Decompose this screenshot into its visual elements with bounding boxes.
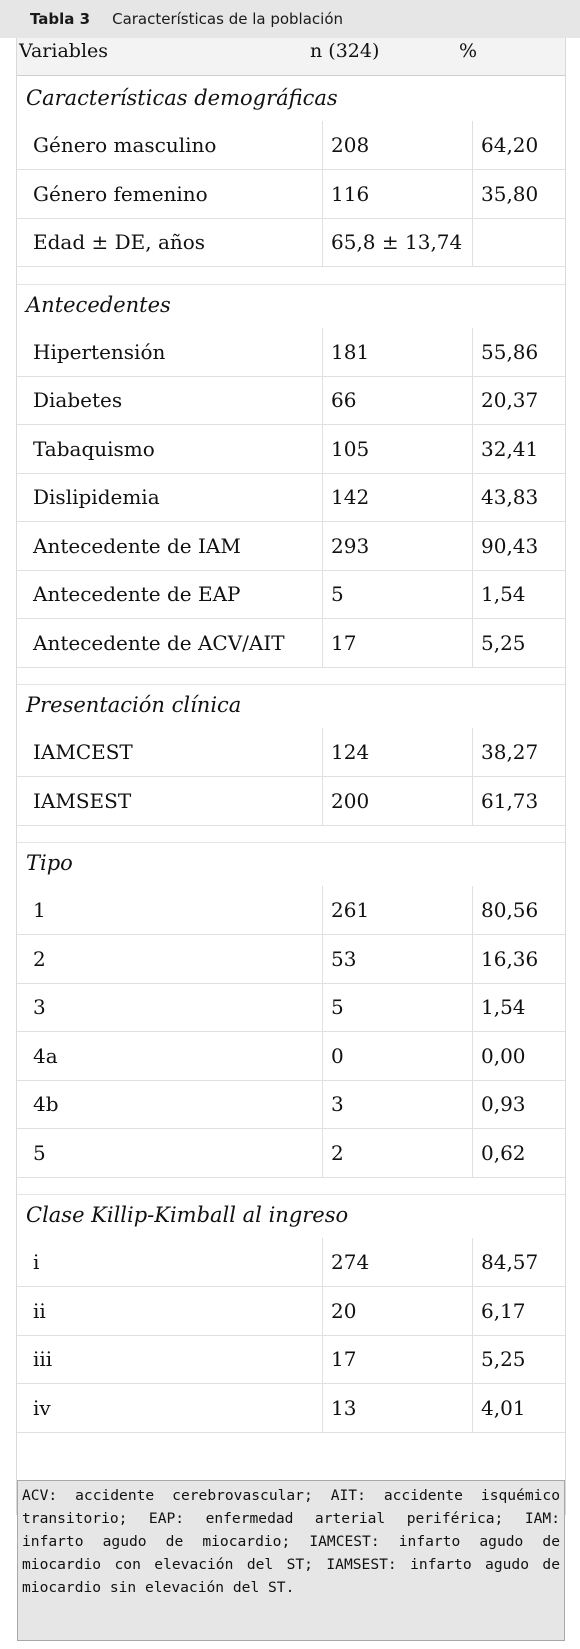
count-cell <box>323 1129 473 1178</box>
percent-cell <box>473 328 565 377</box>
variable-cell <box>17 170 323 219</box>
count-value: 5 <box>331 582 344 606</box>
percent-cell <box>473 1287 565 1336</box>
percent-cell <box>473 218 565 267</box>
table-footnote: ACV: accidente cerebrovascular; AIT: accidente isquémico transitorio; EAP: enfermedad arterial periférica; IAM: infarto agudo de miocardio; IAMCEST: infarto agudo de miocardio con elevación del ST; IAMSEST: infarto agudo de miocardio sin elevación del ST. <box>17 1480 565 1641</box>
variable-cell <box>17 1032 323 1081</box>
variable-cell <box>17 425 323 474</box>
table-row <box>17 170 565 220</box>
count-cell <box>323 728 473 777</box>
percent-cell <box>473 522 565 571</box>
table-caption <box>0 0 580 38</box>
variable-label: ii <box>33 1298 46 1323</box>
variable-label: 4a <box>33 1043 58 1068</box>
count-value: 116 <box>331 181 370 206</box>
variable-cell <box>17 1335 323 1384</box>
variable-label: Género femenino <box>33 181 208 206</box>
variable-label: Tabaquismo <box>33 436 155 461</box>
header-percent: % <box>459 40 478 62</box>
section-divider <box>17 824 565 843</box>
header-variables: Variables <box>19 40 109 62</box>
percent-value: 32,41 <box>481 436 539 461</box>
count-cell <box>323 886 473 935</box>
percent-cell <box>473 121 565 170</box>
table-row <box>17 935 565 985</box>
table-row <box>17 1287 565 1337</box>
count-cell <box>323 1032 473 1081</box>
percent-value: 61,73 <box>481 788 539 813</box>
section-header <box>17 78 565 118</box>
percent-cell <box>473 473 565 522</box>
variable-cell <box>17 886 323 935</box>
count-cell <box>323 376 473 425</box>
table-row <box>17 983 565 1033</box>
variable-cell <box>17 570 323 619</box>
variable-label: Antecedente de ACV/AIT <box>33 630 285 655</box>
variable-label: Antecedente de IAM <box>33 533 241 558</box>
table-row <box>17 728 565 778</box>
table-row <box>17 1335 565 1385</box>
count-value: 293 <box>331 533 370 558</box>
section-title: Antecedentes <box>26 292 171 317</box>
table-row <box>17 1080 565 1130</box>
variable-label: Hipertensión <box>33 339 166 364</box>
percent-cell <box>473 425 565 474</box>
percent-value: 5,25 <box>481 630 526 655</box>
variable-label: 3 <box>33 995 46 1019</box>
count-value: 142 <box>331 485 370 509</box>
percent-value: 1,54 <box>481 995 526 1019</box>
variable-cell <box>17 983 323 1032</box>
count-cell <box>323 218 473 267</box>
variable-label: 1 <box>33 898 46 922</box>
variable-label: Diabetes <box>33 388 123 412</box>
percent-cell <box>473 1129 565 1178</box>
variable-label: Dislipidemia <box>33 485 160 509</box>
count-value: 105 <box>331 436 370 461</box>
population-table <box>16 38 566 1596</box>
table-row <box>17 1129 565 1179</box>
table-row <box>17 886 565 936</box>
percent-cell <box>473 570 565 619</box>
percent-value: 64,20 <box>481 133 539 157</box>
percent-value: 90,43 <box>481 533 539 558</box>
variable-cell <box>17 376 323 425</box>
percent-value: 1,54 <box>481 582 526 606</box>
count-cell <box>323 1080 473 1129</box>
variable-cell <box>17 1129 323 1178</box>
count-cell <box>323 328 473 377</box>
table-row <box>17 425 565 475</box>
count-cell <box>323 121 473 170</box>
count-value: 181 <box>331 339 370 364</box>
count-cell <box>323 777 473 826</box>
count-cell <box>323 983 473 1032</box>
variable-cell <box>17 1287 323 1336</box>
variable-label: Antecedente de EAP <box>33 582 241 606</box>
variable-cell <box>17 1384 323 1433</box>
header-n: n (324) <box>310 40 380 62</box>
table-row <box>17 328 565 378</box>
percent-cell <box>473 376 565 425</box>
variable-cell <box>17 218 323 267</box>
variable-label: iii <box>33 1347 53 1371</box>
variable-cell <box>17 522 323 571</box>
percent-value: 55,86 <box>481 339 539 364</box>
count-cell <box>323 1287 473 1336</box>
percent-cell <box>473 1384 565 1433</box>
percent-cell <box>473 619 565 668</box>
table-row <box>17 1032 565 1082</box>
section-header <box>17 285 565 325</box>
table-row <box>17 1238 565 1288</box>
section-header <box>17 843 565 883</box>
count-cell <box>323 570 473 619</box>
percent-cell <box>473 1032 565 1081</box>
variable-cell <box>17 121 323 170</box>
section-title: Clase Killip-Kimball al ingreso <box>26 1203 349 1227</box>
table-row <box>17 376 565 426</box>
percent-value: 16,36 <box>481 946 539 971</box>
percent-cell <box>473 728 565 777</box>
percent-value: 6,17 <box>481 1298 526 1323</box>
variable-label: 5 <box>33 1140 46 1165</box>
variable-cell <box>17 473 323 522</box>
count-value: 5 <box>331 995 344 1019</box>
count-value: 13 <box>331 1395 357 1420</box>
percent-cell <box>473 1238 565 1287</box>
variable-cell <box>17 728 323 777</box>
variable-cell <box>17 619 323 668</box>
count-cell <box>323 522 473 571</box>
count-value: 124 <box>331 740 370 764</box>
count-value: 3 <box>331 1092 344 1116</box>
percent-value: 35,80 <box>481 181 539 206</box>
variable-cell <box>17 777 323 826</box>
variable-label: IAMSEST <box>33 788 132 813</box>
variable-label: Edad ± DE, años <box>33 230 206 254</box>
percent-value: 38,27 <box>481 740 539 764</box>
percent-value: 4,01 <box>481 1395 526 1420</box>
percent-cell <box>473 886 565 935</box>
count-value: 208 <box>331 133 370 157</box>
section-divider <box>17 1176 565 1195</box>
section-title: Tipo <box>26 851 73 875</box>
section-header <box>17 1195 565 1235</box>
count-value: 274 <box>331 1250 370 1274</box>
table-row <box>17 218 565 268</box>
variable-label: iv <box>33 1395 51 1420</box>
count-cell <box>323 1384 473 1433</box>
variable-label: Género masculino <box>33 133 217 157</box>
count-value: 261 <box>331 898 370 922</box>
count-value: 200 <box>331 788 370 813</box>
section-divider <box>17 666 565 685</box>
variable-cell <box>17 1080 323 1129</box>
percent-cell <box>473 935 565 984</box>
table-label: Tabla 3 <box>30 10 91 28</box>
count-cell <box>323 1335 473 1384</box>
count-value: 17 <box>331 1347 357 1371</box>
percent-cell <box>473 1080 565 1129</box>
section-title: Presentación clínica <box>26 693 242 717</box>
percent-cell <box>473 983 565 1032</box>
percent-value: 80,56 <box>481 898 539 922</box>
count-cell <box>323 473 473 522</box>
percent-value: 84,57 <box>481 1250 539 1274</box>
percent-value: 20,37 <box>481 388 539 412</box>
percent-value: 0,00 <box>481 1043 526 1068</box>
section-title: Características demográficas <box>26 86 338 110</box>
table-row <box>17 473 565 523</box>
table-row <box>17 522 565 572</box>
table-title: Características de la población <box>112 10 344 28</box>
section-header <box>17 685 565 725</box>
table-row <box>17 570 565 620</box>
count-value: 17 <box>331 630 357 655</box>
count-cell <box>323 935 473 984</box>
variable-label: 2 <box>33 946 46 971</box>
percent-value: 0,62 <box>481 1140 526 1165</box>
section-divider <box>17 266 565 285</box>
table-row <box>17 121 565 171</box>
percent-cell <box>473 1335 565 1384</box>
count-cell <box>323 619 473 668</box>
table-header <box>17 38 565 76</box>
variable-cell <box>17 1238 323 1287</box>
variable-cell <box>17 328 323 377</box>
percent-value: 0,93 <box>481 1092 526 1116</box>
count-value: 53 <box>331 946 357 971</box>
count-cell <box>323 170 473 219</box>
percent-cell <box>473 170 565 219</box>
variable-label: 4b <box>33 1092 59 1116</box>
count-value: 20 <box>331 1298 357 1323</box>
percent-value: 43,83 <box>481 485 539 509</box>
count-value: 65,8 ± 13,74 <box>331 230 463 254</box>
count-value: 2 <box>331 1140 344 1165</box>
table-row <box>17 619 565 669</box>
count-value: 66 <box>331 388 357 412</box>
percent-cell <box>473 777 565 826</box>
percent-value: 5,25 <box>481 1347 526 1371</box>
count-cell <box>323 1238 473 1287</box>
variable-cell <box>17 935 323 984</box>
table-row <box>17 1384 565 1434</box>
variable-label: i <box>33 1250 40 1274</box>
table-row <box>17 777 565 827</box>
count-cell <box>323 425 473 474</box>
count-value: 0 <box>331 1043 344 1068</box>
variable-label: IAMCEST <box>33 740 133 764</box>
